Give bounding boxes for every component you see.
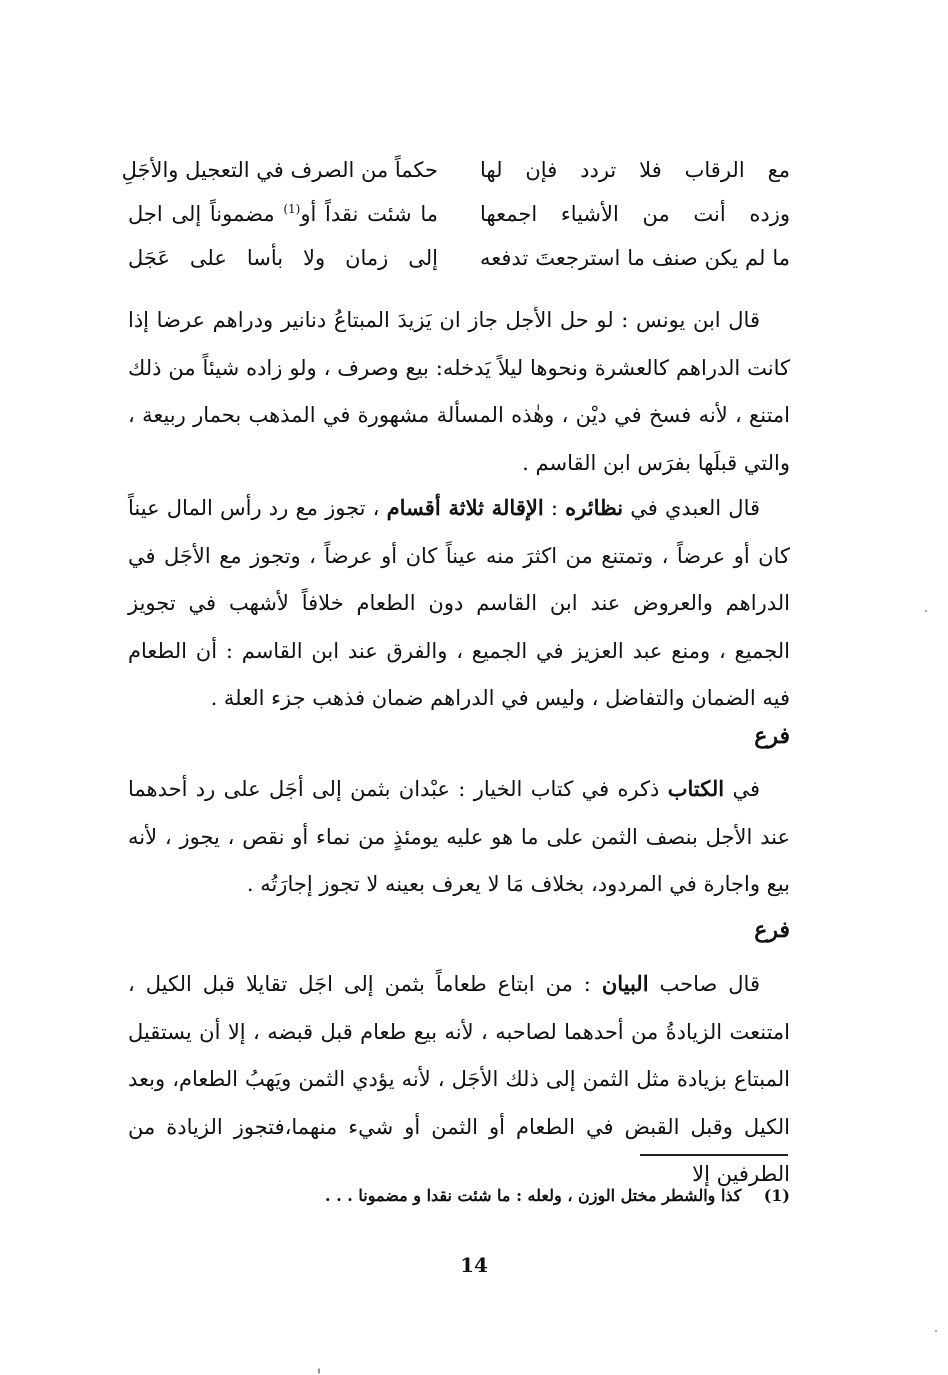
bold-term: الكتاب xyxy=(667,776,725,801)
paragraph-kitab xyxy=(128,765,790,909)
footnote-reference: (1) xyxy=(283,202,301,216)
poem-verse xyxy=(121,148,790,192)
section-heading: فرع xyxy=(754,917,790,943)
bold-term: البيان xyxy=(601,971,649,996)
text-run: في xyxy=(724,777,761,801)
paragraph-text xyxy=(128,765,790,909)
verse-text: مضموناً إلى اجل xyxy=(128,202,284,226)
poem-verse xyxy=(128,192,790,236)
text-run: قال العبدي في xyxy=(623,496,761,520)
text-run: : من ابتاع طعاماً بثمن إلى اجَل تقايلا قبل الكيل ، امتنعت الزيادةُ من أحدهما لصاحبه ، لأنه بيع طعام قبل قبضه ، إلا أن يستقيل المبتاع بزيادة مثل الثمن إلى ذلك الأجَل ، لأنه يؤدي الثمن ويَهبُ الطعام، وبعد الكيل وقبل القبض في الطعام أو الثمن أو شيء منهما،فتجوز الزيادة من الطرفين إلا xyxy=(128,972,790,1186)
bold-term: الإقالة ثلاثة أقسام xyxy=(386,495,544,520)
paragraph-text xyxy=(128,960,790,1199)
verse-first-hemistich: ما لم يكن صنف ما استرجعتَ تدفعه xyxy=(480,246,790,270)
scan-speck xyxy=(925,610,927,612)
verse-text: ما شئت نقداً أو xyxy=(300,202,438,226)
page-number: 14 xyxy=(460,1253,488,1277)
verse-second-hemistich: حكماً من الصرف في التعجيل والأجَلِ xyxy=(121,158,438,182)
text-run: قال صاحب xyxy=(648,972,760,996)
verse-first-hemistich: وزده أنت من الأشياء اجمعها xyxy=(480,202,790,226)
bold-term: نظائره xyxy=(565,495,624,520)
footnote-marker: (1) xyxy=(763,1186,790,1205)
scan-speck xyxy=(318,1368,320,1374)
footnote-divider xyxy=(640,1154,788,1156)
section-heading: فرع xyxy=(754,723,790,749)
verse-second-hemistich: إلى زمان ولا بأسا على عَجَل xyxy=(128,246,438,270)
paragraph-abdi xyxy=(128,484,790,723)
verse-second-hemistich xyxy=(128,192,438,236)
poem-block xyxy=(121,148,790,280)
footnote-text: كذا والشطر مختل الوزن ، ولعله : ما شئت نقدا و مضمونا . . . xyxy=(325,1186,742,1205)
text-run: ، تجوز مع رد رأس المال عيناً كان أو عرضاً ، وتمتنع من اكثرَ منه عيناً كان أو عرضاً ، وتجوز مع الأجَل في الدراهم والعروض عند ابن القاسم دون الطعام خلافاً لأشهب في تجويز الجميع ، ومنع عبد العزيز في الجميع ، والفرق عند ابن القاسم : أن الطعام فيه الضمان والتفاضل ، وليس في الدراهم ضمان فذهب جزء العلة . xyxy=(128,496,790,710)
footnote xyxy=(260,1178,790,1214)
text-run: ذكره في كتاب الخيار : عبْدان بثمن إلى أجَل على رد أحدهما عند الأجل بنصف الثمن على ما هو عليه يومئذٍ من نماء أو نقص ، يجوز ، لأنه بيع واجارة في المردود، بخلاف مَا لا يعرف بعينه لا تجوز إجارَتُه . xyxy=(128,777,790,896)
paragraph-text xyxy=(128,484,790,723)
text-run: : xyxy=(543,496,566,520)
paragraph-ibn-yunus xyxy=(128,297,790,487)
scan-speck xyxy=(935,1330,937,1332)
paragraph-bayan xyxy=(128,960,790,1199)
verse-first-hemistich: مع الرقاب فلا تردد فإن لها xyxy=(480,158,790,182)
section-heading-1 xyxy=(128,716,790,756)
section-heading-2 xyxy=(128,910,790,950)
poem-verse xyxy=(128,236,790,280)
paragraph-text: قال ابن يونس : لو حل الأجل جاز ان يَزيدَ المبتاعُ دنانير ودراهم عرضا إذا كانت الدراهم كالعشرة ونحوها ليلاً يَدخله: بيع وصرف ، ولو زاده شيئاً من ذلك امتنع ، لأنه فسخ في ديْن ، وهٰذه المسألة مشهورة في المذهب بحمار ربيعة ، والتي قبلَها بفرَس ابن القاسم . xyxy=(128,308,790,475)
